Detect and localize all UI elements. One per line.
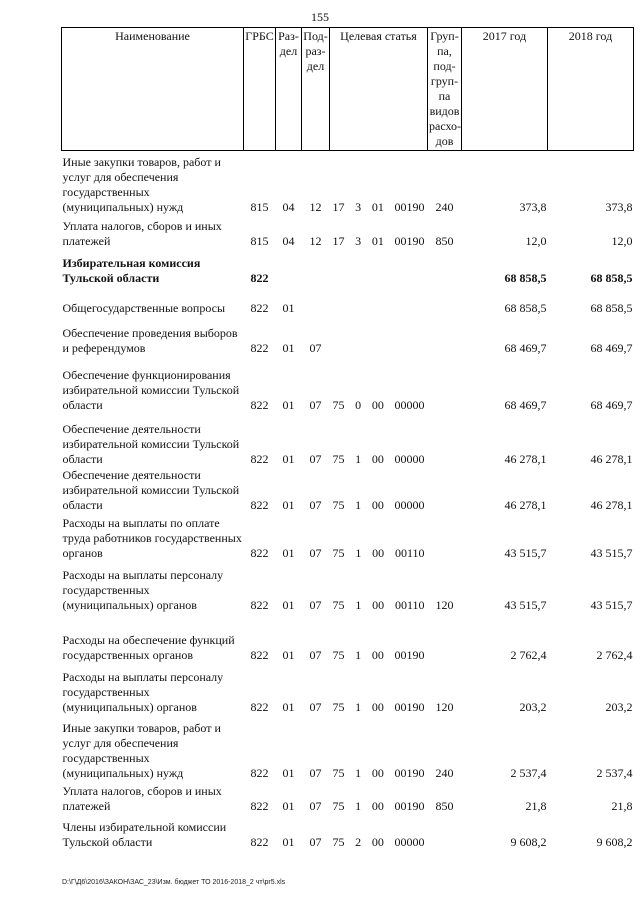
header-name: Наименование	[62, 28, 244, 151]
row-expense-group: 120	[435, 597, 454, 612]
row-expense-group	[428, 613, 462, 663]
target-article-part: 00110	[394, 597, 425, 612]
header-podrazdel: Под-раз-дел	[302, 28, 330, 151]
row-target-article	[330, 316, 428, 356]
row-grbs: 822	[250, 397, 269, 412]
table-row	[62, 814, 634, 850]
row-podrazdel	[302, 249, 330, 286]
table-row	[62, 316, 634, 356]
row-target-article	[330, 356, 428, 413]
target-article-part: 75	[332, 545, 345, 560]
row-razdel: 01	[282, 451, 295, 466]
target-article-parts	[331, 234, 427, 249]
target-article-parts	[331, 398, 427, 413]
target-article-parts	[331, 799, 427, 814]
row-razdel: 04	[282, 233, 295, 248]
row-target-article	[330, 613, 428, 663]
row-razdel: 04	[282, 199, 295, 214]
target-article-parts	[331, 835, 427, 850]
table-row	[62, 613, 634, 663]
row-grbs: 822	[250, 597, 269, 612]
row-amount-2017: 68 858,5	[504, 270, 547, 285]
table-row	[62, 467, 634, 513]
row-amount-2018: 68 469,7	[590, 340, 633, 355]
row-target-article	[330, 513, 428, 561]
row-name: Расходы на выплаты персоналу государственных (муниципальных) органов	[62, 567, 224, 612]
row-target-article	[330, 781, 428, 814]
target-article-part: 00000	[394, 834, 425, 849]
row-amount-2017: 43 515,7	[504, 597, 547, 612]
target-article-part: 1	[355, 497, 362, 512]
target-article-part: 1	[355, 451, 362, 466]
target-article-part: 75	[332, 647, 345, 662]
row-name: Обеспечение проведения выборов и референдумов	[62, 325, 238, 355]
header-target-article: Целевая статья	[330, 28, 428, 151]
target-article-part: 75	[332, 397, 345, 412]
row-razdel: 01	[282, 834, 295, 849]
row-amount-2017: 2 537,4	[510, 765, 547, 780]
row-name: Уплата налогов, сборов и иных платежей	[62, 783, 222, 813]
row-razdel: 01	[282, 699, 295, 714]
row-podrazdel: 07	[309, 397, 322, 412]
row-amount-2017: 68 858,5	[504, 300, 547, 315]
target-article-part: 00	[371, 765, 384, 780]
row-amount-2017: 46 278,1	[504, 451, 547, 466]
table-row	[62, 151, 634, 215]
row-amount-2017: 46 278,1	[504, 497, 547, 512]
row-target-article	[330, 151, 428, 215]
row-razdel: 01	[282, 300, 295, 315]
row-name: Расходы на обеспечение функций государственных органов	[62, 632, 235, 662]
target-article-part: 00000	[394, 451, 425, 466]
row-expense-group	[428, 316, 462, 356]
row-target-article	[330, 286, 428, 316]
row-grbs: 822	[250, 300, 269, 315]
target-article-parts	[331, 546, 427, 561]
row-podrazdel: 07	[309, 597, 322, 612]
target-article-parts	[331, 498, 427, 513]
row-amount-2017: 12,0	[525, 233, 547, 248]
row-podrazdel: 07	[309, 451, 322, 466]
row-razdel: 01	[282, 765, 295, 780]
target-article-part: 00	[371, 798, 384, 813]
target-article-part: 17	[332, 199, 345, 214]
page-number: 155	[311, 10, 329, 24]
target-article-part: 00190	[394, 199, 425, 214]
target-article-part: 1	[355, 699, 362, 714]
row-name: Избирательная комиссия Тульской области	[62, 255, 201, 285]
row-target-article	[330, 249, 428, 286]
row-podrazdel: 12	[309, 233, 322, 248]
header-razdel: Раз-дел	[276, 28, 302, 151]
table-row	[62, 249, 634, 286]
row-expense-group	[428, 356, 462, 413]
table-row	[62, 513, 634, 561]
row-name: Иные закупки товаров, работ и услуг для обеспечения государственных (муниципальных) нужд	[62, 720, 221, 780]
row-target-article	[330, 413, 428, 467]
table-row	[62, 781, 634, 814]
target-article-part: 0	[355, 397, 362, 412]
row-amount-2017: 203,2	[519, 699, 547, 714]
target-article-part: 00190	[394, 647, 425, 662]
target-article-parts	[331, 766, 427, 781]
header-year-2017: 2017 год	[462, 28, 548, 151]
row-name: Обеспечение деятельности избирательной комиссии Тульской области	[62, 467, 240, 512]
target-article-part: 00000	[394, 397, 425, 412]
row-podrazdel: 07	[309, 834, 322, 849]
row-amount-2018: 68 858,5	[590, 300, 633, 315]
target-article-parts	[331, 648, 427, 663]
row-amount-2018: 43 515,7	[590, 545, 633, 560]
row-target-article	[330, 663, 428, 715]
row-amount-2017: 9 608,2	[510, 834, 547, 849]
row-grbs: 822	[250, 798, 269, 813]
target-article-part: 00	[371, 834, 384, 849]
budget-table	[61, 27, 634, 850]
row-amount-2018: 68 858,5	[590, 270, 633, 285]
row-amount-2018: 46 278,1	[590, 497, 633, 512]
row-grbs: 822	[250, 765, 269, 780]
row-amount-2018: 21,8	[611, 798, 633, 813]
target-article-part: 00	[371, 699, 384, 714]
row-amount-2017: 373,8	[519, 199, 547, 214]
row-target-article	[330, 467, 428, 513]
row-razdel	[276, 249, 302, 286]
target-article-part: 1	[355, 798, 362, 813]
target-article-part: 00	[371, 647, 384, 662]
row-amount-2017: 43 515,7	[504, 545, 547, 560]
row-amount-2018: 2 537,4	[596, 765, 633, 780]
row-amount-2018: 43 515,7	[590, 597, 633, 612]
header-expense-group: Груп-па, под-груп-па видов расхо-дов	[428, 28, 462, 151]
target-article-part: 2	[355, 834, 362, 849]
row-name: Общегосударственные вопросы	[62, 300, 226, 315]
row-amount-2017: 2 762,4	[510, 647, 547, 662]
target-article-part: 75	[332, 765, 345, 780]
row-expense-group	[428, 413, 462, 467]
row-podrazdel: 07	[309, 545, 322, 560]
row-name: Обеспечение деятельности избирательной комиссии Тульской области	[62, 421, 240, 466]
row-target-article	[330, 814, 428, 850]
row-grbs: 822	[250, 647, 269, 662]
target-article-part: 00190	[394, 765, 425, 780]
row-podrazdel: 07	[309, 765, 322, 780]
row-razdel: 01	[282, 545, 295, 560]
row-amount-2018: 12,0	[611, 233, 633, 248]
table-row	[62, 286, 634, 316]
row-target-article	[330, 715, 428, 781]
table-row	[62, 413, 634, 467]
row-expense-group: 240	[435, 765, 454, 780]
row-grbs: 822	[250, 699, 269, 714]
target-article-part: 00000	[394, 497, 425, 512]
table-row	[62, 215, 634, 249]
target-article-part: 1	[355, 765, 362, 780]
row-expense-group: 850	[435, 233, 454, 248]
row-podrazdel	[302, 286, 330, 316]
target-article-part: 00	[371, 451, 384, 466]
target-article-part: 75	[332, 451, 345, 466]
target-article-part: 75	[332, 798, 345, 813]
target-article-part: 01	[371, 233, 384, 248]
row-grbs: 822	[250, 545, 269, 560]
table-header-row	[62, 28, 634, 151]
row-amount-2018: 68 469,7	[590, 397, 633, 412]
row-amount-2018: 2 762,4	[596, 647, 633, 662]
table-row	[62, 663, 634, 715]
row-name: Обеспечение функционирования избирательной комиссии Тульской области	[62, 367, 240, 412]
row-amount-2017: 68 469,7	[504, 397, 547, 412]
header-year-2018: 2018 год	[548, 28, 634, 151]
row-grbs: 822	[250, 340, 269, 355]
row-razdel: 01	[282, 798, 295, 813]
row-razdel: 01	[282, 647, 295, 662]
row-amount-2018: 9 608,2	[596, 834, 633, 849]
target-article-part: 00110	[394, 545, 425, 560]
row-grbs: 815	[250, 233, 269, 248]
target-article-part: 00190	[394, 798, 425, 813]
target-article-part: 3	[355, 233, 362, 248]
row-expense-group	[428, 814, 462, 850]
row-podrazdel: 07	[309, 798, 322, 813]
row-amount-2018: 373,8	[605, 199, 633, 214]
row-name: Члены избирательной комиссии Тульской области	[62, 819, 227, 849]
row-razdel: 01	[282, 597, 295, 612]
target-article-part: 75	[332, 834, 345, 849]
row-razdel: 01	[282, 497, 295, 512]
row-expense-group	[428, 467, 462, 513]
row-podrazdel: 07	[309, 497, 322, 512]
target-article-part: 17	[332, 233, 345, 248]
row-expense-group: 240	[435, 199, 454, 214]
row-podrazdel: 12	[309, 199, 322, 214]
table-row	[62, 356, 634, 413]
target-article-part: 00	[371, 397, 384, 412]
row-name: Расходы на выплаты по оплате труда работников государственных органов	[62, 515, 242, 560]
row-expense-group	[428, 249, 462, 286]
row-name: Расходы на выплаты персоналу государственных (муниципальных) органов	[62, 669, 224, 714]
target-article-part: 1	[355, 647, 362, 662]
row-grbs: 822	[250, 497, 269, 512]
row-grbs: 822	[250, 270, 269, 285]
target-article-part: 1	[355, 597, 362, 612]
target-article-parts	[331, 200, 427, 215]
target-article-part: 75	[332, 699, 345, 714]
target-article-parts	[331, 700, 427, 715]
target-article-part: 75	[332, 497, 345, 512]
row-name: Уплата налогов, сборов и иных платежей	[62, 218, 222, 248]
row-target-article	[330, 215, 428, 249]
target-article-parts	[331, 452, 427, 467]
target-article-part: 3	[355, 199, 362, 214]
row-razdel: 01	[282, 340, 295, 355]
target-article-parts	[331, 598, 427, 613]
target-article-part: 00	[371, 497, 384, 512]
row-expense-group: 850	[435, 798, 454, 813]
row-expense-group: 120	[435, 699, 454, 714]
row-amount-2017: 21,8	[525, 798, 547, 813]
row-name: Иные закупки товаров, работ и услуг для обеспечения государственных (муниципальных) нужд	[62, 154, 221, 214]
row-grbs: 822	[250, 834, 269, 849]
table-row	[62, 715, 634, 781]
target-article-part: 1	[355, 545, 362, 560]
row-expense-group	[428, 286, 462, 316]
row-podrazdel: 07	[309, 699, 322, 714]
row-podrazdel: 07	[309, 340, 322, 355]
row-target-article	[330, 561, 428, 613]
row-amount-2018: 46 278,1	[590, 451, 633, 466]
target-article-part: 00190	[394, 699, 425, 714]
target-article-part: 01	[371, 199, 384, 214]
row-expense-group	[428, 513, 462, 561]
target-article-part: 00	[372, 597, 385, 612]
header-grbs: ГРБС	[244, 28, 276, 151]
table-row	[62, 561, 634, 613]
row-grbs: 822	[250, 451, 269, 466]
target-article-part: 00190	[394, 233, 425, 248]
row-amount-2017: 68 469,7	[504, 340, 547, 355]
row-grbs: 815	[250, 199, 269, 214]
row-podrazdel: 07	[309, 647, 322, 662]
file-path-footer: D:\Г\Д6\2016\ЗАКОН\ЗАС_23\Изм. бюджет ТО 2016-2018_2 чт\pr5.xls	[62, 879, 286, 886]
target-article-part: 00	[372, 545, 385, 560]
row-razdel: 01	[282, 397, 295, 412]
target-article-part: 75	[332, 597, 345, 612]
row-amount-2018: 203,2	[605, 699, 633, 714]
